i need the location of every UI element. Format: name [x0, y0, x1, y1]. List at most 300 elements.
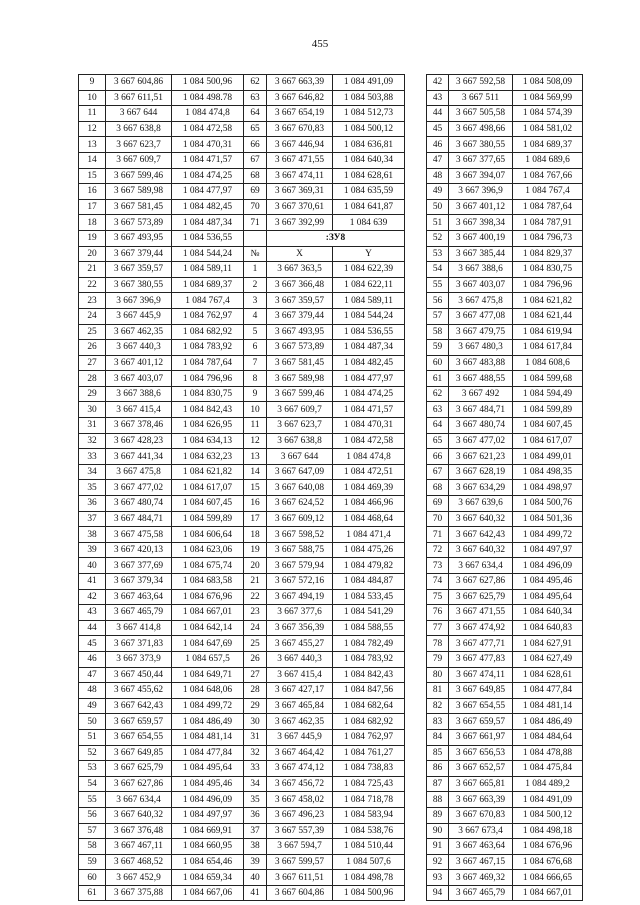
column-gap — [405, 542, 427, 558]
x-coordinate-cell: 3 667 475,8 — [106, 464, 172, 480]
table-row — [79, 776, 583, 792]
point-number-cell: 24 — [79, 308, 106, 324]
y-coordinate-cell: 1 084 622,39 — [333, 262, 405, 278]
y-coordinate-cell: 1 084 486,49 — [513, 714, 583, 730]
column-gap — [405, 324, 427, 340]
column-gap — [405, 714, 427, 730]
x-coordinate-cell: 3 667 642,43 — [449, 527, 513, 543]
table-row — [79, 308, 583, 324]
table-row — [79, 199, 583, 215]
column-gap — [405, 651, 427, 667]
point-number-cell: 37 — [244, 823, 267, 839]
column-gap — [405, 340, 427, 356]
table-row — [79, 277, 583, 293]
y-coordinate-cell: 1 084 471,57 — [333, 402, 405, 418]
point-number-cell: 32 — [79, 433, 106, 449]
y-coordinate-cell: 1 084 500,12 — [513, 807, 583, 823]
x-coordinate-cell: 3 667 462,35 — [267, 714, 333, 730]
x-coordinate-cell: 3 667 640,32 — [449, 542, 513, 558]
point-number-cell: 64 — [244, 106, 267, 122]
point-number-cell: 60 — [79, 870, 106, 886]
point-number-cell: 41 — [244, 885, 267, 901]
y-coordinate-cell: 1 084 500,96 — [172, 75, 244, 91]
x-coordinate-cell: 3 667 380,55 — [106, 277, 172, 293]
x-coordinate-cell: 3 667 377,69 — [106, 558, 172, 574]
x-coordinate-cell: 3 667 401,12 — [449, 199, 513, 215]
y-coordinate-cell: 1 084 487,34 — [172, 215, 244, 231]
point-number-cell: 82 — [427, 698, 449, 714]
point-number-cell: 55 — [427, 277, 449, 293]
x-coordinate-cell: 3 667 392,99 — [267, 215, 333, 231]
y-coordinate-cell: 1 084 628,61 — [513, 667, 583, 683]
y-coordinate-cell: 1 084 468,64 — [333, 511, 405, 527]
x-coordinate-cell: 3 667 388,6 — [106, 386, 172, 402]
point-number-cell: 70 — [244, 199, 267, 215]
point-number-cell: 42 — [79, 589, 106, 605]
y-coordinate-cell: 1 084 635,59 — [333, 184, 405, 200]
x-coordinate-cell: 3 667 378,46 — [106, 418, 172, 434]
table-row — [79, 215, 583, 231]
x-coordinate-cell: 3 667 369,31 — [267, 184, 333, 200]
y-coordinate-cell: 1 084 599,89 — [172, 511, 244, 527]
y-coordinate-cell: 1 084 682,64 — [333, 698, 405, 714]
point-number-cell: 10 — [79, 90, 106, 106]
coordinates-table — [78, 74, 583, 901]
column-gap — [405, 589, 427, 605]
point-number-cell: 92 — [427, 854, 449, 870]
point-number-cell: 11 — [79, 106, 106, 122]
point-number-cell: 39 — [244, 854, 267, 870]
y-coordinate-cell: 1 084 498.78 — [172, 90, 244, 106]
x-coordinate-cell: 3 667 427,17 — [267, 683, 333, 699]
point-number-cell: 23 — [79, 293, 106, 309]
x-coordinate-cell: 3 667 477,02 — [106, 480, 172, 496]
y-coordinate-cell: 1 084 469,39 — [333, 480, 405, 496]
y-coordinate-cell: 1 084 787,64 — [172, 355, 244, 371]
x-coordinate-cell: 3 667 573,89 — [106, 215, 172, 231]
y-coordinate-cell: 1 084 657,5 — [172, 651, 244, 667]
y-coordinate-cell: 1 084 475,26 — [333, 542, 405, 558]
point-number-cell: 40 — [244, 870, 267, 886]
x-coordinate-cell: 3 667 599,46 — [267, 386, 333, 402]
point-number-cell: 15 — [79, 168, 106, 184]
table-row — [79, 184, 583, 200]
column-gap — [405, 106, 427, 122]
x-coordinate-cell: 3 667 376,48 — [106, 823, 172, 839]
point-number-cell: 53 — [427, 246, 449, 262]
y-coordinate-cell: 1 084 639 — [333, 215, 405, 231]
y-coordinate-cell: 1 084 583,94 — [333, 807, 405, 823]
x-coordinate-cell: 3 667 474,11 — [449, 667, 513, 683]
point-number-cell: 71 — [244, 215, 267, 231]
y-coordinate-cell: 1 084 762,97 — [172, 308, 244, 324]
x-coordinate-cell: 3 667 589,98 — [106, 184, 172, 200]
point-number-cell: 70 — [427, 511, 449, 527]
y-coordinate-cell: 1 084 472,51 — [333, 464, 405, 480]
column-gap — [405, 558, 427, 574]
table-row — [79, 870, 583, 886]
column-gap — [405, 605, 427, 621]
point-number-cell: 7 — [244, 355, 267, 371]
x-coordinate-cell: 3 667 649,85 — [106, 745, 172, 761]
point-number-cell: 31 — [244, 729, 267, 745]
x-coordinate-cell: 3 667 403,07 — [106, 371, 172, 387]
point-number-cell: 59 — [79, 854, 106, 870]
y-coordinate-cell: 1 084 481,14 — [513, 698, 583, 714]
point-number-cell: 16 — [244, 496, 267, 512]
y-coordinate-cell: 1 084 594,49 — [513, 386, 583, 402]
point-number-cell: 88 — [427, 792, 449, 808]
point-number-cell: 9 — [244, 386, 267, 402]
coordinates-table-body — [79, 75, 583, 901]
y-coordinate-cell: 1 084 589,11 — [333, 293, 405, 309]
y-coordinate-cell: 1 084 659,34 — [172, 870, 244, 886]
y-coordinate-cell: 1 084 477,97 — [333, 371, 405, 387]
table-row — [79, 168, 583, 184]
column-gap — [405, 184, 427, 200]
y-coordinate-cell: 1 084 477,97 — [172, 184, 244, 200]
x-coordinate-cell: 3 667 380,55 — [449, 137, 513, 153]
point-number-cell: 27 — [79, 355, 106, 371]
x-coordinate-cell: 3 667 628,19 — [449, 464, 513, 480]
table-row — [79, 854, 583, 870]
y-coordinate-cell: 1 084 470,31 — [172, 137, 244, 153]
x-coordinate-cell: 3 667 403,07 — [449, 277, 513, 293]
x-coordinate-cell: 3 667 604,86 — [106, 75, 172, 91]
table-row — [79, 589, 583, 605]
x-coordinate-cell: 3 667 494,19 — [267, 589, 333, 605]
point-number-cell: 38 — [244, 839, 267, 855]
y-coordinate-cell: 1 084 541,29 — [333, 605, 405, 621]
column-gap — [405, 152, 427, 168]
y-coordinate-cell: 1 084 474,8 — [172, 106, 244, 122]
point-number-cell: 12 — [244, 433, 267, 449]
point-number-cell: 61 — [79, 885, 106, 901]
x-coordinate-cell: 3 667 604,86 — [267, 885, 333, 901]
column-gap — [405, 527, 427, 543]
point-number-cell: 6 — [244, 340, 267, 356]
y-coordinate-cell: 1 084 796,96 — [513, 277, 583, 293]
y-coordinate-cell: 1 084 536,55 — [172, 230, 244, 246]
point-number-cell: 15 — [244, 480, 267, 496]
x-coordinate-cell: 3 667 468,52 — [106, 854, 172, 870]
page-number: 455 — [311, 38, 329, 50]
x-coordinate-cell: 3 667 414,8 — [106, 620, 172, 636]
y-coordinate-cell: 1 084 676,96 — [513, 839, 583, 855]
table-row — [79, 121, 583, 137]
x-coordinate-cell: 3 667 480,74 — [449, 418, 513, 434]
table-row — [79, 511, 583, 527]
table-row — [79, 480, 583, 496]
x-coordinate-cell: 3 667 627,86 — [106, 776, 172, 792]
point-number-cell: 4 — [244, 308, 267, 324]
y-coordinate-cell: 1 084 500,12 — [333, 121, 405, 137]
point-number-cell: 64 — [427, 418, 449, 434]
y-coordinate-cell: 1 084 621,82 — [513, 293, 583, 309]
point-number-cell: 10 — [244, 402, 267, 418]
point-number-cell: 37 — [79, 511, 106, 527]
x-coordinate-cell: 3 667 647,09 — [267, 464, 333, 480]
point-number-cell: 56 — [427, 293, 449, 309]
table-row — [79, 729, 583, 745]
x-coordinate-cell: 3 667 471,55 — [267, 152, 333, 168]
point-number-cell: 22 — [79, 277, 106, 293]
y-coordinate-cell: 1 084 471,57 — [172, 152, 244, 168]
table-row — [79, 574, 583, 590]
point-number-cell: 21 — [79, 262, 106, 278]
point-number-cell: 31 — [79, 418, 106, 434]
point-number-cell: 94 — [427, 885, 449, 901]
table-row — [79, 262, 583, 278]
x-coordinate-cell: 3 667 445,9 — [267, 729, 333, 745]
y-coordinate-cell: 1 084 498,35 — [513, 464, 583, 480]
y-coordinate-cell: 1 084 617,07 — [172, 480, 244, 496]
x-coordinate-cell: 3 667 557,39 — [267, 823, 333, 839]
column-gap — [405, 574, 427, 590]
table-row — [79, 152, 583, 168]
column-gap — [405, 729, 427, 745]
point-number-cell: 78 — [427, 636, 449, 652]
point-number-cell: 20 — [244, 558, 267, 574]
y-coordinate-cell: 1 084 498,78 — [333, 870, 405, 886]
point-number-cell: 45 — [427, 121, 449, 137]
point-number-cell: 39 — [79, 542, 106, 558]
y-coordinate-cell: 1 084 767,66 — [513, 168, 583, 184]
column-gap — [405, 199, 427, 215]
y-coordinate-cell: 1 084 667,01 — [513, 885, 583, 901]
column-gap — [405, 839, 427, 855]
y-coordinate-cell: 1 084 599,68 — [513, 371, 583, 387]
x-coordinate-cell: 3 667 663,39 — [449, 792, 513, 808]
column-gap — [405, 698, 427, 714]
y-coordinate-cell: 1 084 636,81 — [333, 137, 405, 153]
y-coordinate-cell: 1 084 830,75 — [172, 386, 244, 402]
point-number-cell: 3 — [244, 293, 267, 309]
y-coordinate-cell: 1 084 500,76 — [513, 496, 583, 512]
x-coordinate-cell: 3 667 646,82 — [267, 90, 333, 106]
x-coordinate-cell: 3 667 611,51 — [106, 90, 172, 106]
point-number-cell: 57 — [427, 308, 449, 324]
y-coordinate-cell: 1 084 479,82 — [333, 558, 405, 574]
point-number-cell: 53 — [79, 761, 106, 777]
table-row — [79, 542, 583, 558]
coordinates-table-container — [78, 74, 573, 901]
y-coordinate-cell: 1 084 499,72 — [513, 527, 583, 543]
y-coordinate-cell: 1 084 472,58 — [333, 433, 405, 449]
point-number-cell: 93 — [427, 870, 449, 886]
point-number-cell: 67 — [244, 152, 267, 168]
y-coordinate-cell: 1 084 491,09 — [513, 792, 583, 808]
column-gap — [405, 75, 427, 91]
x-coordinate-cell: 3 667 673,4 — [449, 823, 513, 839]
point-number-cell: 69 — [244, 184, 267, 200]
column-gap — [405, 230, 427, 246]
point-number-cell: 5 — [244, 324, 267, 340]
x-coordinate-cell: 3 667 455,27 — [267, 636, 333, 652]
point-number-cell: 54 — [79, 776, 106, 792]
y-coordinate-cell: 1 084 619,94 — [513, 324, 583, 340]
x-coordinate-cell: 3 667 654,19 — [267, 106, 333, 122]
x-coordinate-cell: 3 667 463,64 — [449, 839, 513, 855]
x-coordinate-cell: 3 667 398,34 — [449, 215, 513, 231]
x-coordinate-cell: 3 667 639,6 — [449, 496, 513, 512]
section-title-blank-cell — [244, 230, 267, 246]
y-coordinate-cell: 1 084 466,96 — [333, 496, 405, 512]
point-number-cell: 9 — [79, 75, 106, 91]
point-number-cell: 2 — [244, 277, 267, 293]
table-row — [79, 636, 583, 652]
x-coordinate-cell: 3 667 505,58 — [449, 106, 513, 122]
column-gap — [405, 355, 427, 371]
column-gap — [405, 371, 427, 387]
point-number-cell: 57 — [79, 823, 106, 839]
x-coordinate-cell: 3 667 471,55 — [449, 605, 513, 621]
x-coordinate-cell: 3 667 623,7 — [106, 137, 172, 153]
x-coordinate-cell: 3 667 638,8 — [267, 433, 333, 449]
table-row — [79, 418, 583, 434]
x-coordinate-cell: 3 667 488,55 — [449, 371, 513, 387]
section-title: :ЗУ8 — [267, 230, 405, 246]
point-number-cell: 59 — [427, 340, 449, 356]
table-row — [79, 137, 583, 153]
column-gap — [405, 464, 427, 480]
column-gap — [405, 402, 427, 418]
y-coordinate-cell: 1 084 499,72 — [172, 698, 244, 714]
x-coordinate-cell: 3 667 665,81 — [449, 776, 513, 792]
x-coordinate-cell: 3 667 458,02 — [267, 792, 333, 808]
table-row — [79, 667, 583, 683]
x-coordinate-cell: 3 667 642,43 — [106, 698, 172, 714]
x-coordinate-cell: 3 667 649,85 — [449, 683, 513, 699]
point-number-cell: 76 — [427, 605, 449, 621]
point-number-cell: 47 — [427, 152, 449, 168]
x-coordinate-cell: 3 667 621,23 — [449, 449, 513, 465]
y-coordinate-cell: 1 084 574,39 — [513, 106, 583, 122]
y-coordinate-cell: 1 084 497,97 — [172, 807, 244, 823]
y-coordinate-cell: 1 084 622,11 — [333, 277, 405, 293]
point-number-cell: 84 — [427, 729, 449, 745]
y-coordinate-cell: 1 084 796,96 — [172, 371, 244, 387]
column-gap — [405, 496, 427, 512]
table-row — [79, 496, 583, 512]
y-coordinate-cell: 1 084 487,34 — [333, 340, 405, 356]
point-number-cell: 66 — [427, 449, 449, 465]
y-coordinate-cell: 1 084 667,01 — [172, 605, 244, 621]
x-coordinate-cell: 3 667 663,39 — [267, 75, 333, 91]
point-number-cell: 25 — [244, 636, 267, 652]
y-coordinate-cell: 1 084 628,61 — [333, 168, 405, 184]
y-coordinate-cell: 1 084 641,87 — [333, 199, 405, 215]
column-gap — [405, 262, 427, 278]
point-number-cell: 20 — [79, 246, 106, 262]
table-row — [79, 106, 583, 122]
x-coordinate-cell: 3 667 644 — [267, 449, 333, 465]
y-coordinate-cell: 1 084 508,09 — [513, 75, 583, 91]
y-coordinate-cell: 1 084 767,4 — [172, 293, 244, 309]
x-coordinate-cell: 3 667 467,15 — [449, 854, 513, 870]
column-gap — [405, 293, 427, 309]
column-gap — [405, 870, 427, 886]
point-number-cell: 42 — [427, 75, 449, 91]
y-coordinate-cell: 1 084 538,76 — [333, 823, 405, 839]
column-gap — [405, 418, 427, 434]
x-coordinate-cell: 3 667 581,45 — [106, 199, 172, 215]
point-number-cell: 65 — [427, 433, 449, 449]
table-row — [79, 293, 583, 309]
column-gap — [405, 776, 427, 792]
y-coordinate-cell: 1 084 477,84 — [513, 683, 583, 699]
point-number-cell: 1 — [244, 262, 267, 278]
y-coordinate-cell: 1 084 642,14 — [172, 620, 244, 636]
x-coordinate-cell: 3 667 480,74 — [106, 496, 172, 512]
y-coordinate-cell: 1 084 472,58 — [172, 121, 244, 137]
y-coordinate-cell: 1 084 842,43 — [172, 402, 244, 418]
y-coordinate-cell: 1 084 482,45 — [333, 355, 405, 371]
point-number-cell: 68 — [427, 480, 449, 496]
table-row — [79, 714, 583, 730]
point-number-cell: 24 — [244, 620, 267, 636]
table-row — [79, 683, 583, 699]
point-number-cell: 50 — [427, 199, 449, 215]
x-coordinate-cell: 3 667 599,57 — [267, 854, 333, 870]
point-number-cell: 33 — [79, 449, 106, 465]
x-coordinate-cell: 3 667 634,29 — [449, 480, 513, 496]
point-number-cell: 79 — [427, 651, 449, 667]
point-number-cell: 30 — [244, 714, 267, 730]
x-coordinate-cell: 3 667 370,61 — [267, 199, 333, 215]
point-number-cell: 11 — [244, 418, 267, 434]
y-coordinate-cell: 1 084 496,09 — [172, 792, 244, 808]
point-number-cell: 17 — [244, 511, 267, 527]
point-number-cell: 38 — [79, 527, 106, 543]
table-row — [79, 792, 583, 808]
point-number-cell: 80 — [427, 667, 449, 683]
x-coordinate-cell: 3 667 493,95 — [106, 230, 172, 246]
point-number-cell: 19 — [244, 542, 267, 558]
x-coordinate-cell: 3 667 480,3 — [449, 340, 513, 356]
point-number-cell: 54 — [427, 262, 449, 278]
y-coordinate-cell: 1 084 569,99 — [513, 90, 583, 106]
x-coordinate-cell: 3 667 661,97 — [449, 729, 513, 745]
point-number-cell: 44 — [79, 620, 106, 636]
y-coordinate-cell: 1 084 617,84 — [513, 340, 583, 356]
point-number-cell: 26 — [244, 651, 267, 667]
y-coordinate-cell: 1 084 683,58 — [172, 574, 244, 590]
y-coordinate-cell: 1 084 667,06 — [172, 885, 244, 901]
point-number-cell: 86 — [427, 761, 449, 777]
point-number-cell: 52 — [79, 745, 106, 761]
y-coordinate-cell: 1 084 470,31 — [333, 418, 405, 434]
y-coordinate-cell: 1 084 669,91 — [172, 823, 244, 839]
y-coordinate-cell: 1 084 491,09 — [333, 75, 405, 91]
y-coordinate-cell: 1 084 623,06 — [172, 542, 244, 558]
point-number-cell: 28 — [79, 371, 106, 387]
x-coordinate-cell: 3 667 659,57 — [449, 714, 513, 730]
y-coordinate-cell: 1 084 689,37 — [513, 137, 583, 153]
x-coordinate-cell: 3 667 440,3 — [267, 651, 333, 667]
point-number-cell: 36 — [79, 496, 106, 512]
point-number-cell: 33 — [244, 761, 267, 777]
column-gap — [405, 667, 427, 683]
x-coordinate-cell: 3 667 493,95 — [267, 324, 333, 340]
y-coordinate-cell: 1 084 682,92 — [172, 324, 244, 340]
y-coordinate-cell: 1 084 606,64 — [172, 527, 244, 543]
column-gap — [405, 246, 427, 262]
x-coordinate-cell: 3 667 659,57 — [106, 714, 172, 730]
x-coordinate-cell: 3 667 609,12 — [267, 511, 333, 527]
point-number-cell: 23 — [244, 605, 267, 621]
point-number-cell: 47 — [79, 667, 106, 683]
